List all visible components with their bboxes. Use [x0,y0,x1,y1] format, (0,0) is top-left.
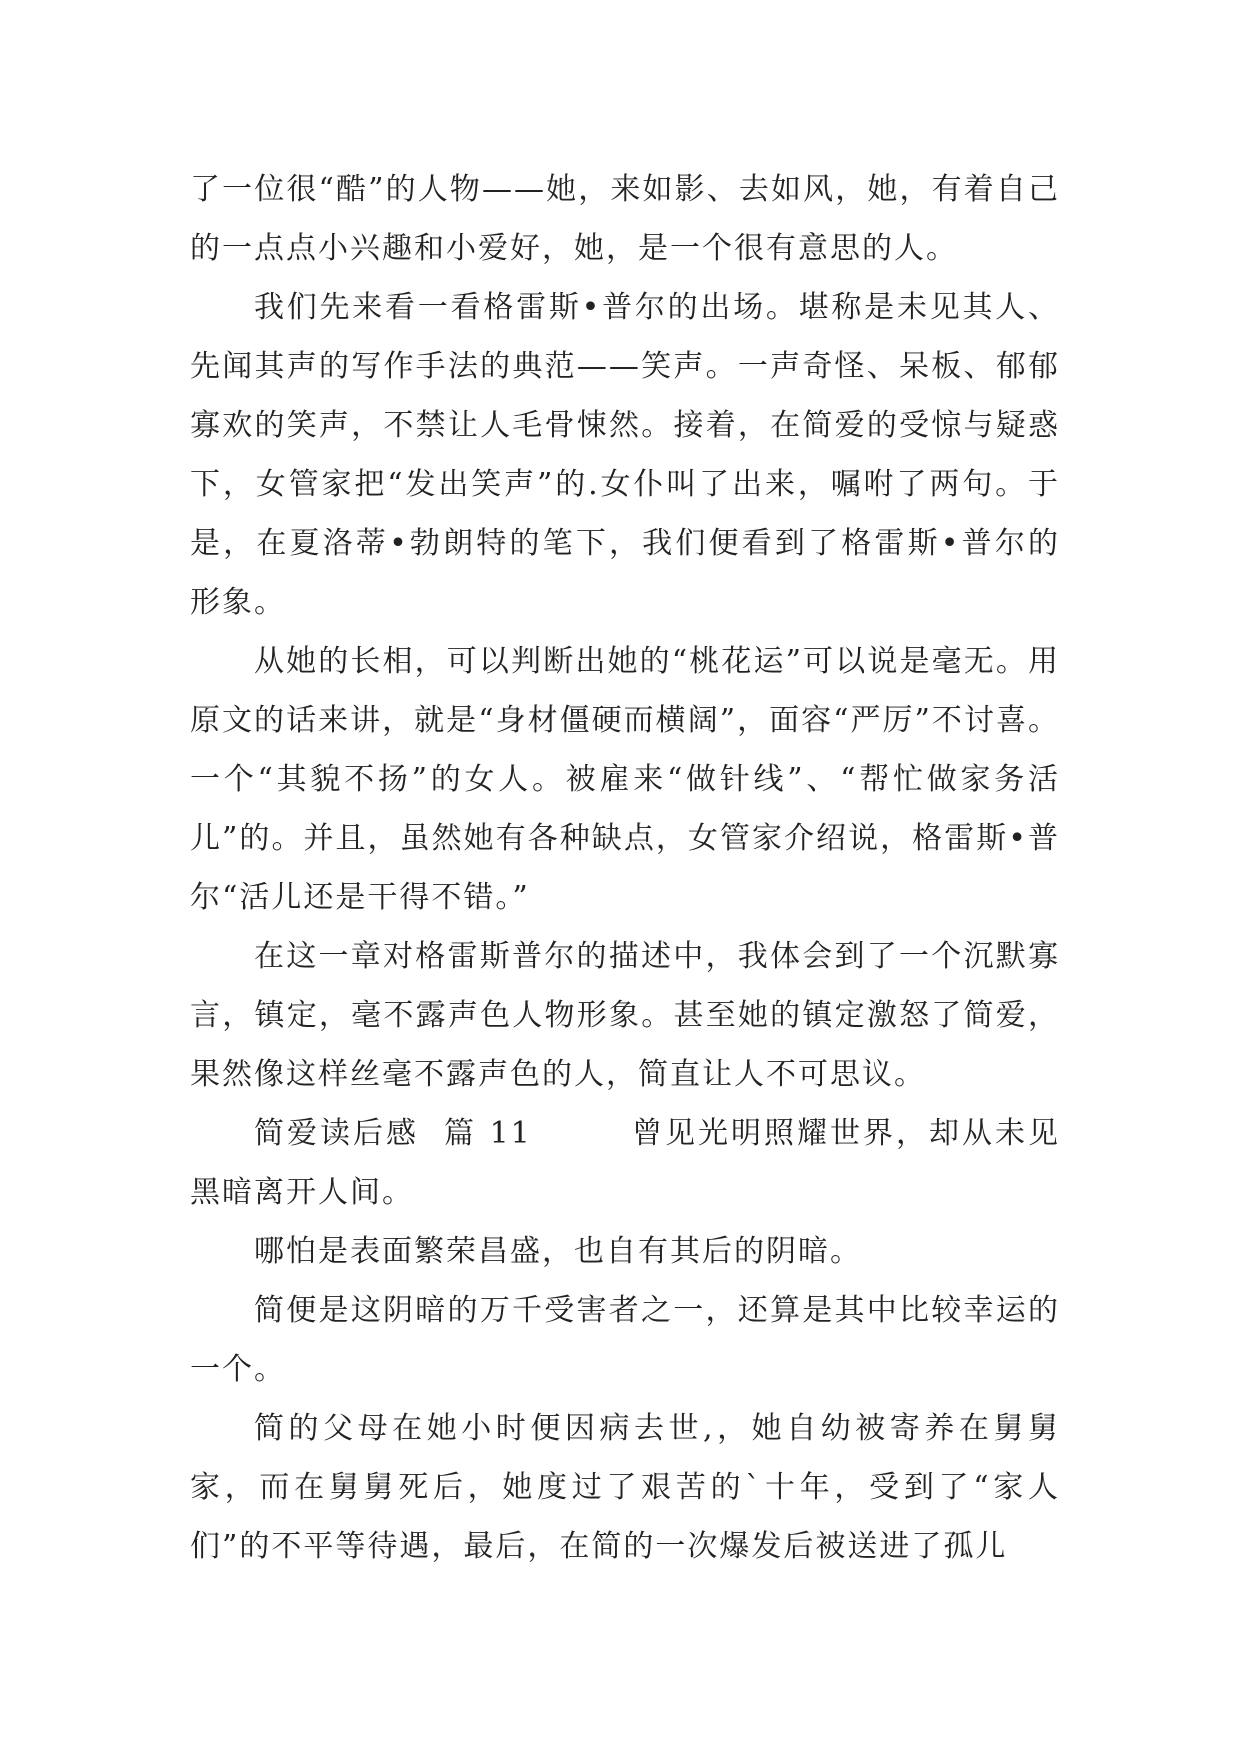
paragraph-2: 我们先来看一看格雷斯•普尔的出场。堪称是未见其人、先闻其声的写作手法的典范——笑声。一声奇怪、呆板、郁郁寡欢的笑声，不禁让人毛骨悚然。接着，在简爱的受惊与疑惑下，女管家把“发出笑声”的.女仆叫了出来，嘱咐了两句。于是，在夏洛蒂•勃朗特的笔下，我们便看到了格雷斯•普尔的形象。 [190,290,1060,620]
paragraph-1: 了一位很“酷”的人物——她，来如影、去如风，她，有着自己的一点点小兴趣和小爱好，她，是一个很有意思的人。 [190,172,1060,266]
document-body [190,160,1060,1576]
paragraph-8: 简的父母在她小时便因病去世,，她自幼被寄养在舅舅家，而在舅舅死后，她度过了艰苦的`十年，受到了“家人们”的不平等待遇，最后，在简的一次爆发后被送进了孤儿 [190,1411,1060,1564]
paragraph-4: 在这一章对格雷斯普尔的描述中，我体会到了一个沉默寡言，镇定，毫不露声色人物形象。甚至她的镇定激怒了简爱，果然像这样丝毫不露声色的人，简直让人不可思议。 [190,939,1060,1092]
paragraph-3: 从她的长相，可以判断出她的“桃花运”可以说是毫无。用原文的话来讲，就是“身材僵硬而横阔”，面容“严厉”不讨喜。一个“其貌不扬”的女人。被雇来“做针线”、“帮忙做家务活儿”的。并且，虽然她有各种缺点，女管家介绍说，格雷斯•普尔“活儿还是干得不错。” [190,644,1060,915]
paragraph-7: 简便是这阴暗的万千受害者之一，还算是其中比较幸运的一个。 [190,1293,1060,1387]
paragraph-5-heading: 简爱读后感 篇 11 曾见光明照耀世界，却从未见黑暗离开人间。 [190,1116,1060,1210]
paragraph-6: 哪怕是表面繁荣昌盛，也自有其后的阴暗。 [254,1234,862,1269]
